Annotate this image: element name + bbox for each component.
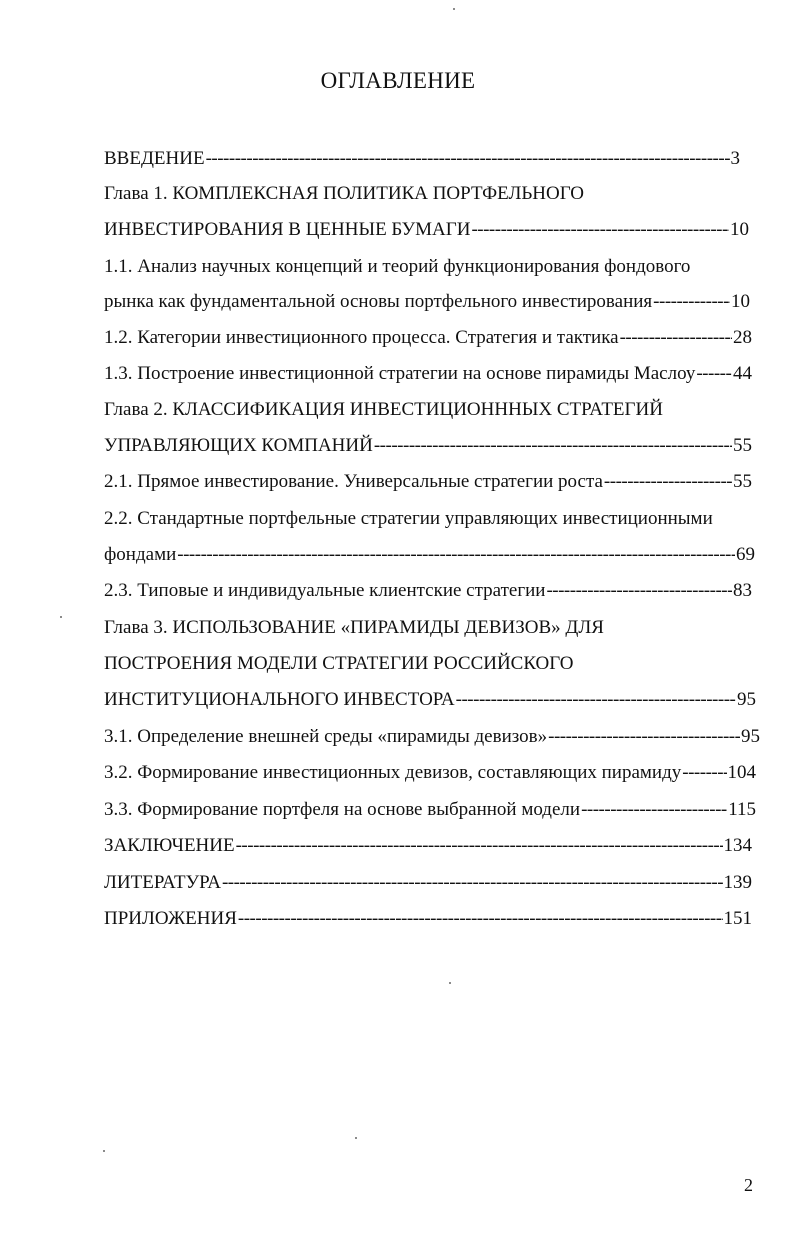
toc-entry-page: 69: [736, 544, 755, 565]
toc-entry-chapter-1-line-1: [104, 179, 584, 209]
toc-leader: [177, 540, 735, 570]
toc-leader: [581, 795, 727, 825]
toc-leader: [222, 868, 723, 898]
toc-entry-3-2: [104, 758, 756, 788]
toc-entry-text: ЛИТЕРАТУРА: [104, 872, 221, 893]
toc-entry-3-1: [104, 722, 760, 752]
toc-entry-text: УПРАВЛЯЮЩИХ КОМПАНИЙ: [104, 435, 373, 456]
toc-entry-page: 115: [728, 799, 756, 820]
toc-entry-page: 151: [723, 908, 752, 929]
toc-entry-page: 95: [741, 726, 760, 747]
toc-entry-text: Глава 2. КЛАССИФИКАЦИЯ ИНВЕСТИЦИОНННЫХ СТРАТЕГИЙ: [104, 399, 663, 420]
toc-entry-page: 55: [733, 471, 752, 492]
toc-entry-text: ВВЕДЕНИЕ: [104, 148, 205, 169]
page-number: 2: [744, 1175, 753, 1195]
toc-entry-text: ИНСТИТУЦИОНАЛЬНОГО ИНВЕСТОРА: [104, 689, 455, 710]
toc-entry-text: 3.3. Формирование портфеля на основе выбранной модели: [104, 799, 581, 820]
toc-leader: [238, 904, 723, 934]
toc-entry-text: фондами: [104, 544, 177, 565]
toc-entry-page: 134: [723, 835, 752, 856]
toc-leader: [471, 215, 729, 245]
toc-entry-chapter-3-line-1: [104, 613, 604, 643]
toc-entry-literature: [104, 868, 752, 898]
toc-entry-2-1: [104, 467, 752, 497]
toc-entry-chapter-1-line-2: [104, 215, 749, 245]
toc-entry-page: 28: [733, 327, 752, 348]
toc-entry-page: 83: [733, 580, 752, 601]
toc-leader: [548, 722, 740, 752]
scan-speck: [60, 616, 62, 618]
toc-entry-appendices: [104, 904, 752, 934]
toc-leader: [206, 144, 730, 174]
toc-entry-text: рынка как фундаментальной основы портфельного инвестирования: [104, 291, 653, 312]
toc-entry-chapter-3-line-3: [104, 685, 756, 715]
scan-speck: [355, 1137, 357, 1139]
toc-entry-chapter-3-line-2: [104, 649, 574, 679]
toc-entry-chapter-2-line-1: [104, 395, 663, 425]
toc-entry-page: 95: [737, 689, 756, 710]
toc-leader: [620, 323, 732, 353]
toc-entry-text: Глава 3. ИСПОЛЬЗОВАНИЕ «ПИРАМИДЫ ДЕВИЗОВ» ДЛЯ: [104, 617, 604, 638]
toc-entry-2-2-line-1: [104, 504, 713, 534]
toc-entry-text: 2.3. Типовые и индивидуальные клиентские стратегии: [104, 580, 546, 601]
toc-leader: [682, 758, 726, 788]
toc-entry-text: ПРИЛОЖЕНИЯ: [104, 908, 237, 929]
toc-entry-1-3: [104, 359, 752, 389]
toc-leader: [236, 831, 723, 861]
toc-entry-text: 3.1. Определение внешней среды «пирамиды девизов»: [104, 726, 548, 747]
toc-entry-3-3: [104, 795, 756, 825]
toc-entry-text: 1.3. Построение инвестиционной стратегии на основе пирамиды Маслоу: [104, 363, 696, 384]
toc-entry-1-2: [104, 323, 752, 353]
toc-entry-page: 104: [727, 762, 756, 783]
toc-entry-introduction: [104, 144, 740, 174]
toc-entry-text: ПОСТРОЕНИЯ МОДЕЛИ СТРАТЕГИИ РОССИЙСКОГО: [104, 653, 574, 674]
toc-entry-page: 55: [733, 435, 752, 456]
toc-entry-1-1-line-2: [104, 287, 750, 317]
toc-entry-text: 2.1. Прямое инвестирование. Универсальные стратегии роста: [104, 471, 603, 492]
toc-leader: [546, 576, 732, 606]
scan-speck: [103, 1150, 105, 1152]
toc-entry-conclusion: [104, 831, 752, 861]
toc-leader: [604, 467, 732, 497]
toc-entry-text: 2.2. Стандартные портфельные стратегии управляющих инвестиционными: [104, 508, 713, 529]
toc-entry-page: 3: [730, 148, 740, 169]
toc-leader: [374, 431, 732, 461]
scan-speck: [449, 982, 451, 984]
toc-leader: [696, 359, 732, 389]
toc-leader: [653, 287, 730, 317]
toc-entry-text: 3.2. Формирование инвестиционных девизов, составляющих пирамиду: [104, 762, 682, 783]
toc-entry-page: 139: [723, 872, 752, 893]
toc-entry-text: 1.1. Анализ научных концепций и теорий функционирования фондового: [104, 256, 691, 277]
toc-entry-text: 1.2. Категории инвестиционного процесса. Стратегия и тактика: [104, 327, 619, 348]
toc-entry-page: 44: [733, 363, 752, 384]
toc-entry-1-1-line-1: [104, 252, 690, 282]
toc-entry-text: ИНВЕСТИРОВАНИЯ В ЦЕННЫЕ БУМАГИ: [104, 219, 471, 240]
scan-speck: [453, 8, 455, 10]
toc-leader: [456, 685, 736, 715]
toc-entry-text: Глава 1. КОМПЛЕКСНАЯ ПОЛИТИКА ПОРТФЕЛЬНОГО: [104, 183, 584, 204]
page-title: ОГЛАВЛЕНИЕ: [320, 68, 476, 93]
toc-entry-2-3: [104, 576, 752, 606]
toc-entry-page: 10: [730, 219, 749, 240]
toc-entry-text: ЗАКЛЮЧЕНИЕ: [104, 835, 235, 856]
toc-entry-2-2-line-2: [104, 540, 755, 570]
toc-entry-chapter-2-line-2: [104, 431, 752, 461]
toc-entry-page: 10: [731, 291, 750, 312]
